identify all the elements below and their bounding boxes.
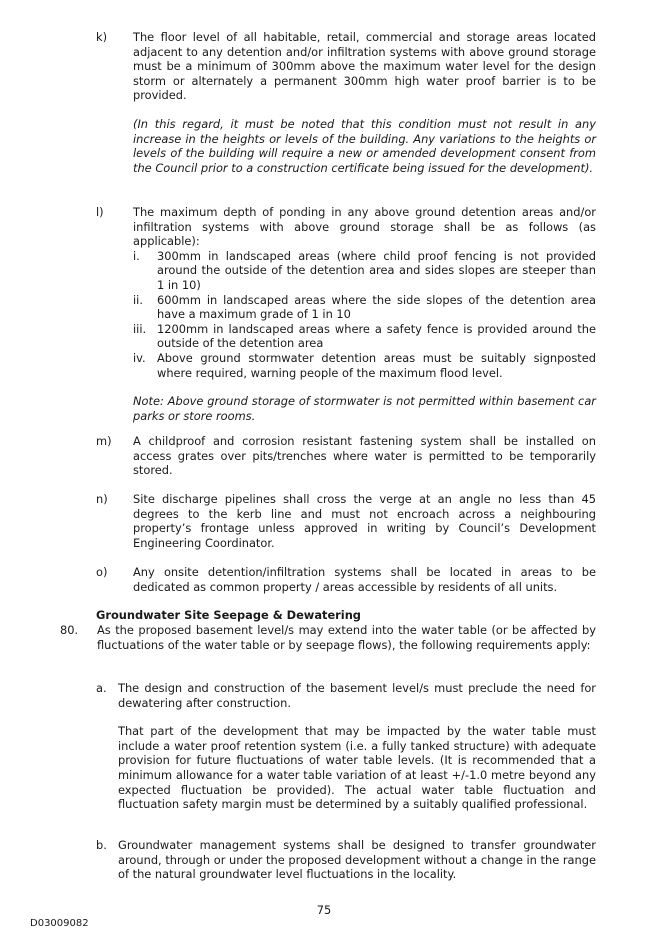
section-heading: Groundwater Site Seepage & Dewatering (96, 608, 361, 622)
sub-list (133, 249, 596, 380)
item-letter: k) (96, 30, 108, 44)
item-letter: o) (96, 565, 108, 579)
item-note: (In this regard, it must be noted that this condition must not result in any increase in the heights or levels of the building. Any variations to the heights or levels of the building will require a new or amended development consent from the Council prior to a construction certificate being issued for the development). (133, 116, 596, 175)
item-letter: m) (96, 434, 112, 448)
item-text: The design and construction of the basement level/s must preclude the need for dewatering after construction. (118, 681, 596, 710)
item-text: The maximum depth of ponding in any above ground detention areas and/or infiltration systems with above ground storage shall be as follows (as applicable): (133, 205, 596, 249)
page-number: 75 (316, 903, 332, 917)
item-label: b. (96, 838, 107, 852)
condition-item-k (96, 30, 596, 175)
condition-text: As the proposed basement level/s may extend into the water table (or be affected by fluctuations of the water table or by seepage flows), the following requirements apply: (97, 623, 596, 652)
item-letter: l) (96, 205, 104, 219)
item-text: A childproof and corrosion resistant fastening system shall be installed on access grates over pits/trenches where water is permitted to be temporarily stored. (133, 434, 596, 478)
document-id: D03009082 (30, 918, 89, 929)
item-text: Any onsite detention/infiltration systems shall be located in areas to be dedicated as common property / areas accessible by residents of all units. (133, 565, 596, 594)
condition-number: 80. (60, 623, 79, 637)
item-label: a. (96, 681, 107, 695)
condition-item-o (96, 565, 596, 594)
condition-80 (60, 623, 596, 652)
sub-list-item: iv. Above ground stormwater detention areas must be suitably signposted where required, warning people of the maximum flood level. (133, 350, 596, 380)
condition-item-m (96, 434, 596, 478)
item-note: Note: Above ground storage of stormwater is not permitted within basement car parks or store rooms. (133, 394, 596, 423)
condition-item-l (96, 205, 596, 423)
sub-list-item: iii. 1200mm in landscaped areas where a safety fence is provided around the outside of the detention area (133, 321, 596, 351)
condition-item-n (96, 492, 596, 550)
requirement-item-b (96, 838, 596, 882)
sub-list-item: i. 300mm in landscaped areas (where child proof fencing is not provided around the outside of the detention area and sides slopes are steeper than 1 in 10) (133, 248, 596, 292)
item-letter: n) (96, 492, 108, 506)
item-text: Groundwater management systems shall be designed to transfer groundwater around, through or under the proposed development without a change in the range of the natural groundwater level fluctuations in the locality. (118, 838, 596, 882)
item-text: The floor level of all habitable, retail, commercial and storage areas located adjacent to any detention and/or infiltration systems with above ground storage must be a minimum of 300mm above the maximum water level for the design storm or alternately a permanent 300mm high water proof barrier is to be provided. (133, 30, 596, 103)
item-paragraph: That part of the development that may be impacted by the water table must include a water proof retention system (i.e. a fully tanked structure) with adequate provision for future fluctuations of water table levels. (It is recommended that a minimum allowance for a water table variation of at least +/-1.0 metre beyond any expected fluctuation be provided). The actual water table fluctuation and fluctuation safety margin must be determined by a suitably qualified professional. (118, 724, 596, 812)
requirement-item-a (96, 681, 596, 812)
item-text: Site discharge pipelines shall cross the verge at an angle no less than 45 degrees to the kerb line and must not encroach across a neighbouring property’s frontage unless approved in writing by Council’s Development Engineering Coordinator. (133, 492, 596, 550)
sub-list-item: ii. 600mm in landscaped areas where the side slopes of the detention area have a maximum grade of 1 in 10 (133, 292, 596, 322)
